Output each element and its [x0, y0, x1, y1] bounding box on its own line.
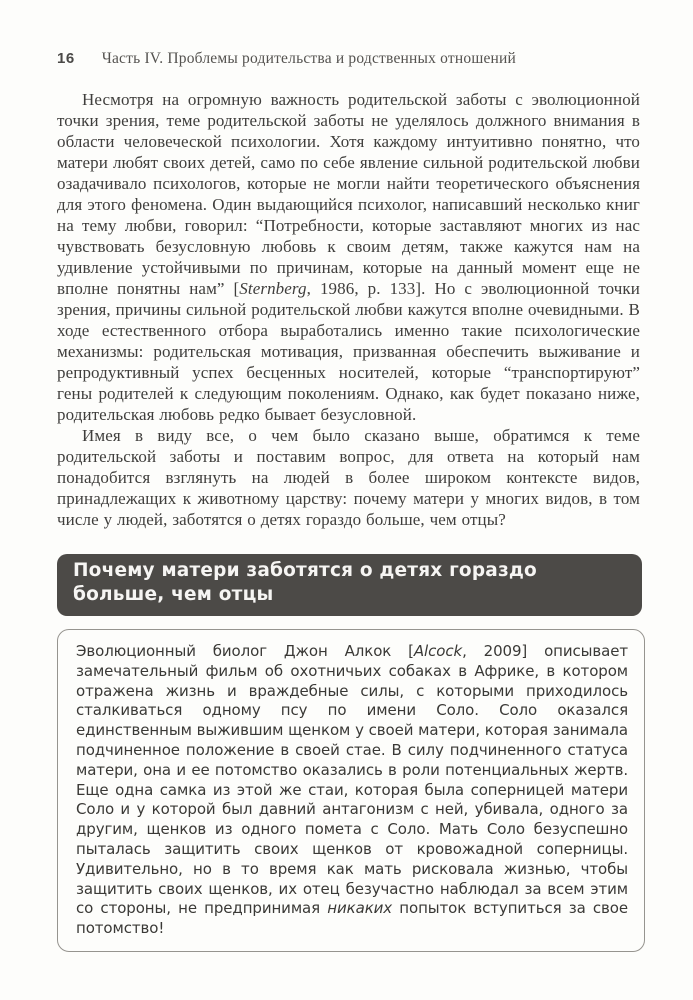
paragraph-intro: Несмотря на огромную важность родительской заботы с эволюционной точки зрения, теме родительской заботы не уделялось должного внимания в области человеческой психологии. Хотя каждому интуитивно понятно, что матери любят своих детей, само по себе явление сильной родительской любви озадачивало психологов, которые не могли найти теоретического объяснения для этого феномена. Один выдающийся психолог, написавший несколько книг на тему любви, говорил: “Потребности, которые заставляют многих из нас чувствовать безусловную любовь к своим детям, также кажутся нам на удивление устойчивыми по причинам, которые на данный момент еще не вполне понятны нам” [Sternberg, 1986, p. 133]. Но с эволюционной точки зрения, причины сильной родительской любви кажутся вполне очевидными. В ходе естественного отбора выработались именно такие психологические механизмы: родительская мотивация, призванная обеспечить выживание и репродуктивный успех бесценных носителей, которые “транспортируют” гены родителей к следующим поколениям. Однако, как будет показано ниже, родительская любовь редко бывает безусловной. — [57, 90, 640, 424]
section-heading-banner — [57, 554, 642, 616]
running-title: Часть IV. Проблемы родительства и родственных отношений — [101, 50, 517, 67]
section-heading-text: Почему матери заботятся о детях гораздо больше, чем отцы — [73, 560, 537, 605]
page-body — [57, 89, 640, 952]
case-study-box — [57, 629, 645, 952]
running-head — [57, 50, 640, 68]
case-study-text: Эволюционный биолог Джон Алкок [Alcock, 2009] описывает замечательный фильм об охотничьих собаках в Африке, в котором отражена жизнь и враждебные силы, с которыми приходилось сталкиваться одному псу по имени Соло. Соло оказался единственным выжившим щенком у своей матери, которая занимала подчиненное положение в своей стае. В силу подчиненного статуса матери, она и ее потомство оказались в роли потенциальных жертв. Еще одна самка из этой же стаи, которая была соперницей матери Соло и у которой был давний антагонизм с ней, убивала, одного за другим, щенков из одного помета с Соло. Мать Соло безуспешно пыталась защитить своих щенков от кровожадной соперницы. Удивительно, но в то время как мать рисковала жизнью, чтобы защитить своих щенков, их отец безучастно наблюдал за всем этим со стороны, не предпринимая никаких попыток вступиться за свое потомство! — [76, 642, 628, 938]
page-number: 16 — [57, 50, 75, 67]
paragraph-question: Имея в виду все, о чем было сказано выше, обратимся к теме родительской заботы и поставим вопрос, для ответа на который нам понадобится взглянуть на людей в более широком контексте видов, принадлежащих к животному царству: почему матери у многих видов, в том числе у людей, заботятся о детях гораздо больше, чем отцы? — [57, 426, 640, 529]
